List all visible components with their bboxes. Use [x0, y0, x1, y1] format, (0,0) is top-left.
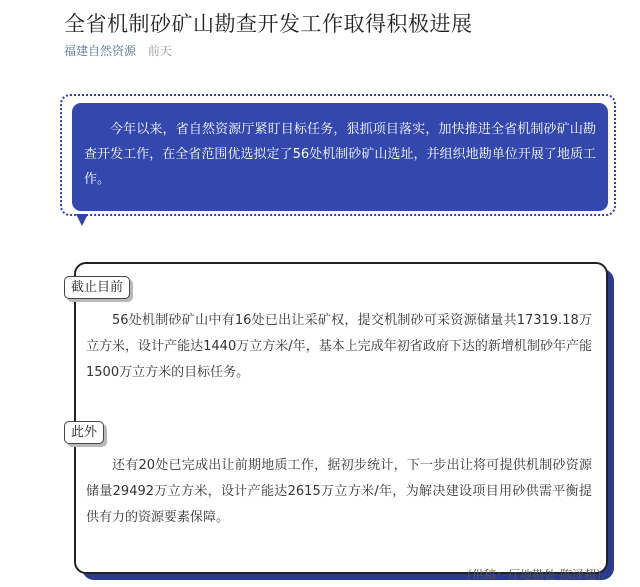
section-text-additional: 还有20处已完成出让前期地质工作，据初步统计，下一步出让将可提供机制砂资源储量29492万立方米，设计产能达2615万立方米/年，为解决建设项目用砂供需平衡提供有力的资源要素保障。 [86, 458, 592, 525]
speech-bubble-tail [76, 214, 88, 226]
article-credit: （供稿：厅地勘处 陈泽超） [460, 568, 608, 582]
article-meta [64, 42, 172, 59]
section-tag-additional: 此外 [64, 421, 104, 444]
section-tag-current: 截止目前 [64, 276, 130, 299]
intro-text: 今年以来，省自然资源厅紧盯目标任务，狠抓项目落实，加快推进全省机制砂矿山勘查开发工作，在全省范围优选拟定了56处机制砂矿山选址，并组织地勘单位开展了地质工作。 [84, 122, 596, 187]
source-link[interactable]: 福建自然资源 [64, 44, 137, 58]
section-text-current: 56处机制砂矿山中有16处已出让采矿权，提交机制砂可采资源储量共17319.18万立方米，设计产能达1440万立方米/年，基本上完成年初省政府下达的新增机制砂年产能1500万立方米的目标任务。 [86, 313, 592, 380]
intro-box [72, 103, 608, 211]
publish-time: 前天 [147, 44, 172, 58]
article-title: 全省机制砂矿山勘查开发工作取得积极进展 [64, 12, 473, 36]
